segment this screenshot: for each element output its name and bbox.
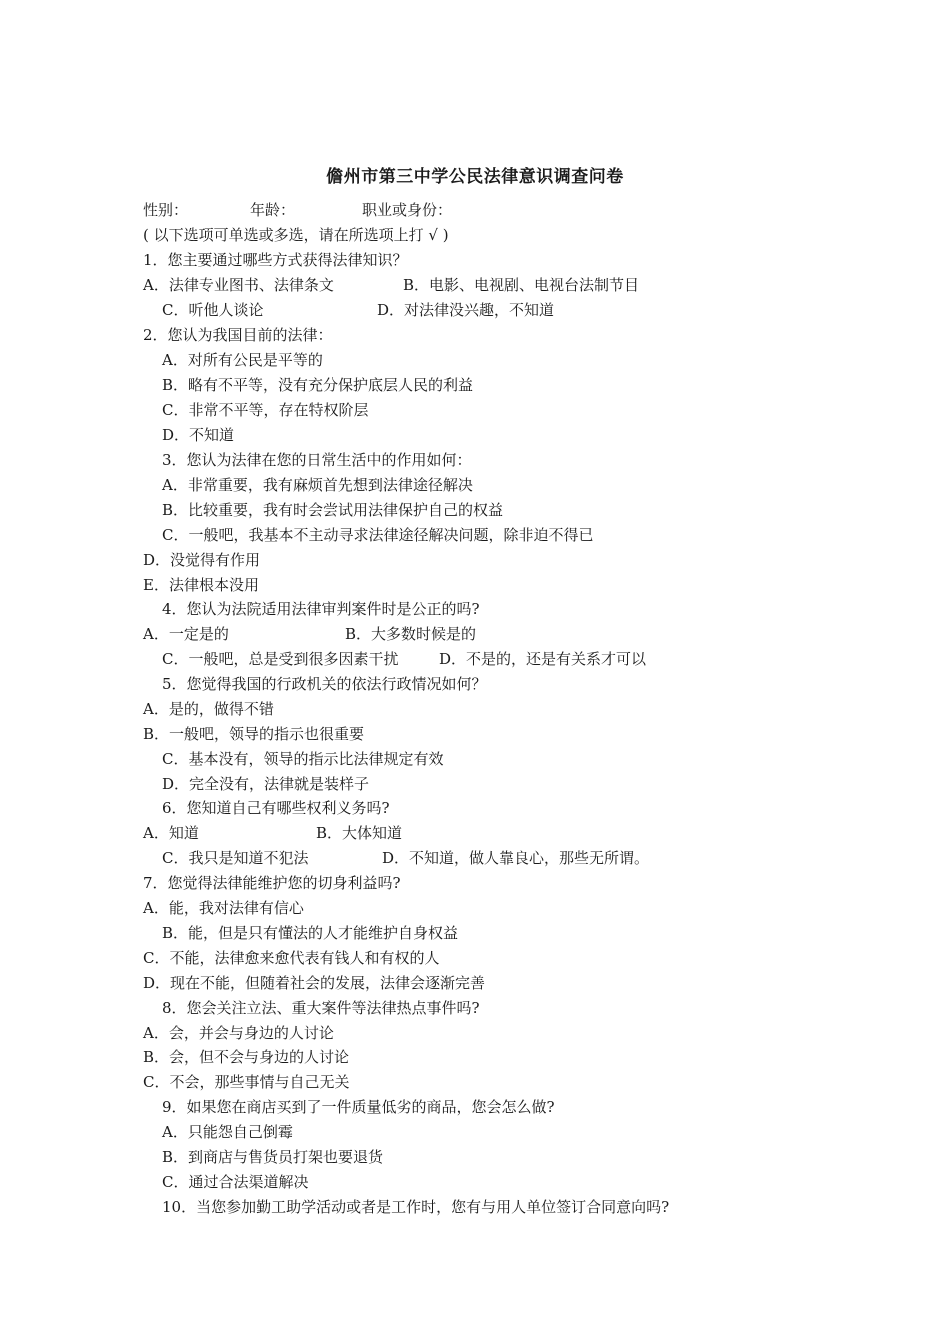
q7-option-c: C．不能，法律愈来愈代表有钱人和有权的人 bbox=[143, 949, 440, 967]
q9-option-b: B．到商店与售货员打架也要退货 bbox=[162, 1148, 384, 1166]
instruction-text: ( 以下选项可单选或多选，请在所选项上打 √ ) bbox=[143, 226, 449, 244]
q5-option-c: C．基本没有，领导的指示比法律规定有效 bbox=[162, 750, 444, 768]
q9-option-a: A．只能怨自己倒霉 bbox=[162, 1123, 293, 1141]
q4-option-b: B．大多数时候是的 bbox=[345, 625, 477, 643]
q6-option-d: D．不知道，做人靠良心，那些无所谓。 bbox=[382, 849, 650, 867]
q8-option-a: A．会，并会与身边的人讨论 bbox=[143, 1024, 334, 1042]
q8-option-b: B．会，但不会与身边的人讨论 bbox=[143, 1048, 350, 1066]
q1-option-b: B．电影、电视剧、电视台法制节目 bbox=[403, 276, 640, 294]
q4-option-c: C．一般吧，总是受到很多因素干扰 bbox=[162, 650, 399, 668]
question-1: 1．您主要通过哪些方式获得法律知识？ bbox=[143, 251, 408, 269]
q3-option-b: B．比较重要，我有时会尝试用法律保护自己的权益 bbox=[162, 501, 504, 519]
q1-option-c: C．听他人谈论 bbox=[162, 301, 264, 319]
q6-option-a: A．知道 bbox=[143, 824, 199, 842]
q3-option-e: E．法律根本没用 bbox=[143, 576, 259, 594]
question-10: 10．当您参加勤工助学活动或者是工作时，您有与用人单位签订合同意向吗? bbox=[162, 1198, 670, 1216]
question-2: 2．您认为我国目前的法律： bbox=[143, 326, 333, 344]
q7-option-a: A．能，我对法律有信心 bbox=[143, 899, 304, 917]
age-field-label: 年龄： bbox=[250, 201, 296, 219]
q2-option-a: A．对所有公民是平等的 bbox=[162, 351, 323, 369]
q4-option-d: D．不是的，还是有关系才可以 bbox=[439, 650, 647, 668]
q8-option-c: C．不会，那些事情与自己无关 bbox=[143, 1073, 350, 1091]
q3-option-d: D．没觉得有作用 bbox=[143, 551, 261, 569]
occupation-field-label: 职业或身份： bbox=[362, 201, 453, 219]
question-4: 4．您认为法院适用法律审判案件时是公正的吗? bbox=[162, 600, 480, 618]
q4-option-a: A．一定是的 bbox=[143, 625, 229, 643]
q2-option-d: D．不知道 bbox=[162, 426, 235, 444]
q6-option-b: B．大体知道 bbox=[316, 824, 403, 842]
q5-option-b: B．一般吧，领导的指示也很重要 bbox=[143, 725, 365, 743]
question-6: 6．您知道自己有哪些权利义务吗? bbox=[162, 799, 390, 817]
q1-option-a: A．法律专业图书、法律条文 bbox=[143, 276, 334, 294]
q7-option-b: B．能，但是只有懂法的人才能维护自身权益 bbox=[162, 924, 459, 942]
question-5: 5．您觉得我国的行政机关的依法行政情况如何？ bbox=[162, 675, 487, 693]
q5-option-d: D．完全没有，法律就是装样子 bbox=[162, 775, 370, 793]
q2-option-b: B．略有不平等，没有充分保护底层人民的利益 bbox=[162, 376, 474, 394]
q9-option-c: C．通过合法渠道解决 bbox=[162, 1173, 309, 1191]
q5-option-a: A．是的，做得不错 bbox=[143, 700, 274, 718]
q3-option-c: C．一般吧，我基本不主动寻求法律途径解决问题，除非迫不得已 bbox=[162, 526, 594, 544]
q6-option-c: C．我只是知道不犯法 bbox=[162, 849, 309, 867]
gender-field-label: 性别： bbox=[143, 201, 189, 219]
question-8: 8．您会关注立法、重大案件等法律热点事件吗? bbox=[162, 999, 480, 1017]
question-3: 3．您认为法律在您的日常生活中的作用如何： bbox=[162, 451, 472, 469]
q1-option-d: D．对法律没兴趣，不知道 bbox=[377, 301, 555, 319]
document-title: 儋州市第三中学公民法律意识调查问卷 bbox=[326, 167, 624, 187]
question-9: 9．如果您在商店买到了一件质量低劣的商品，您会怎么做? bbox=[162, 1098, 555, 1116]
q3-option-a: A．非常重要，我有麻烦首先想到法律途径解决 bbox=[162, 476, 473, 494]
q2-option-c: C．非常不平等，存在特权阶层 bbox=[162, 401, 369, 419]
q7-option-d: D．现在不能，但随着社会的发展，法律会逐渐完善 bbox=[143, 974, 486, 992]
question-7: 7．您觉得法律能维护您的切身利益吗? bbox=[143, 874, 401, 892]
